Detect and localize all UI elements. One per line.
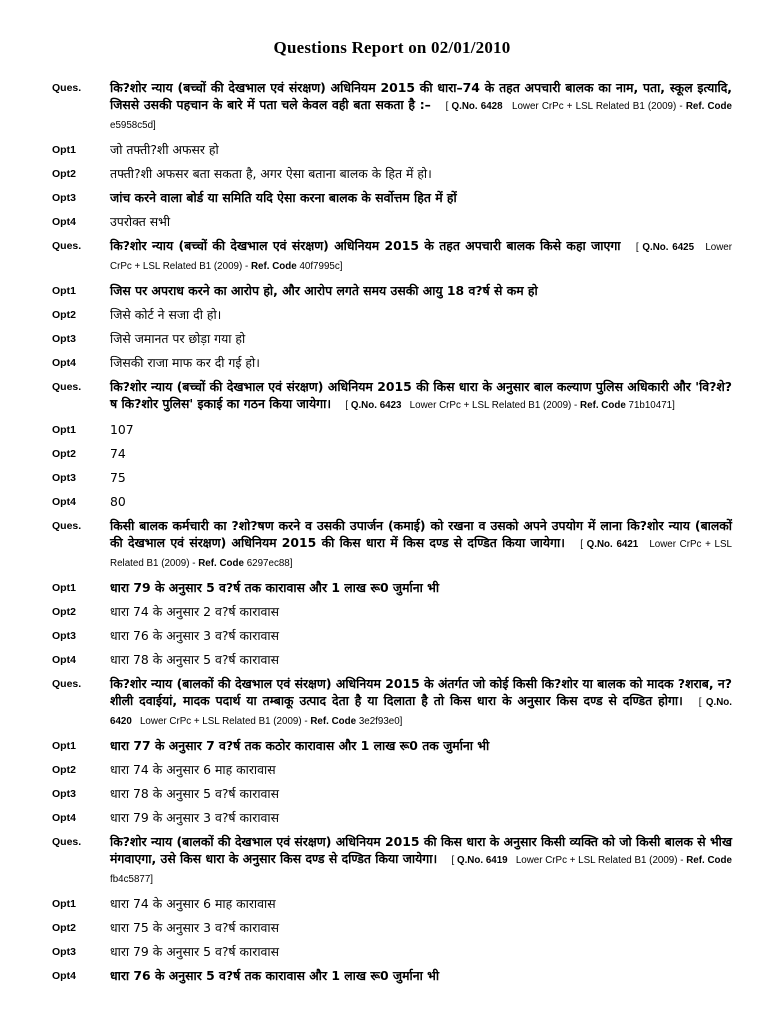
option-text: तफ्ती?शी अफसर बता सकता है, अगर ऐसा बताना बालक के हित में हो। [110, 166, 432, 181]
question-text [110, 237, 732, 275]
option-entry [52, 354, 732, 371]
qno-value: 6423 [379, 400, 402, 411]
option-text: 107 [110, 422, 134, 437]
option-label: Opt3 [52, 946, 76, 958]
question-entry [52, 237, 732, 275]
question-text [110, 675, 732, 730]
option-text: 80 [110, 494, 126, 509]
question-text [110, 833, 732, 888]
question-body: कि?शोर न्याय (बच्चों की देखभाल एवं संरक्षण) अधिनियम 2015 की किस धारा के अनुसार बाल कल्याण पुलिस अधिकारी और 'वि?शे?ष कि?शोर पुलिस' इकाई का गठन किया जायेगा। [110, 379, 732, 411]
option-label: Opt2 [52, 448, 76, 460]
question-body: कि?शोर न्याय (बच्चों की देखभाल एवं संरक्षण) अधिनियम 2015 के तहत अपचारी बालक किसे कहा जाएगा [110, 238, 621, 253]
option-entry [52, 651, 732, 668]
option-entry [52, 493, 732, 510]
category-text: Lower CrPc + LSL Related B1 (2009) [515, 855, 678, 866]
option-entry [52, 421, 732, 438]
option-label: Opt3 [52, 472, 76, 484]
ref-code-value: fb4c5877] [110, 874, 154, 885]
question-entry [52, 517, 732, 572]
option-entry [52, 943, 732, 960]
option-label: Opt3 [52, 333, 76, 345]
question-label: Ques. [52, 82, 82, 94]
category-text: Lower CrPc + LSL Related B1 (2009) [139, 716, 302, 727]
question-meta: [ Q.No. 6420 Lower CrPc + LSL Related B1 (2009) - Ref. Code 3e2f93e0] [110, 697, 732, 727]
qno-value: 6420 [110, 716, 132, 727]
option-text: धारा 78 के अनुसार 5 व?र्ष कारावास [110, 786, 280, 801]
option-entry [52, 330, 732, 347]
option-text: धारा 79 के अनुसार 5 व?र्ष तक कारावास और 1 लाख रू0 जुर्माना भी [110, 580, 440, 595]
option-entry [52, 919, 732, 936]
qno-label: Q.No. [456, 855, 484, 866]
qno-label: Q.No. [350, 400, 377, 411]
question-label: Ques. [52, 520, 82, 532]
option-entry [52, 141, 732, 158]
meta-open-bracket: [ [698, 697, 706, 708]
question-meta: [ Q.No. 6421 Lower CrPc + LSL Related B1 (2009) - Ref. Code 6297ec88] [110, 539, 732, 569]
question-list [52, 79, 732, 984]
option-entry [52, 761, 732, 778]
qno-label: Q.No. [451, 101, 478, 112]
meta-open-bracket: [ [451, 855, 457, 866]
option-entry [52, 579, 732, 596]
question-label: Ques. [52, 381, 82, 393]
option-entry [52, 306, 732, 323]
ref-code-label: Ref. Code [580, 400, 626, 411]
category-text: Lower CrPc + LSL Related B1 (2009) [512, 101, 677, 112]
option-text: धारा 76 के अनुसार 5 व?र्ष तक कारावास और 1 लाख रू0 जुर्माना भी [110, 968, 440, 983]
option-label: Opt1 [52, 144, 76, 156]
question-text [110, 378, 732, 414]
question-label: Ques. [52, 836, 82, 848]
question-meta: [ Q.No. 6428 Lower CrPc + LSL Related B1 (2009) - Ref. Code e5958c5d] [110, 101, 732, 131]
option-label: Opt4 [52, 216, 76, 228]
option-label: Opt4 [52, 812, 76, 824]
option-label: Opt2 [52, 168, 76, 180]
qno-label: Q.No. [586, 539, 613, 550]
qno-value: 6421 [616, 539, 639, 550]
option-text: जिस पर अपराध करने का आरोप हो, और आरोप लगते समय उसकी आयु 18 व?र्ष से कम हो [110, 283, 538, 298]
ref-code-value: 40f7995c] [299, 261, 343, 272]
option-entry [52, 282, 732, 299]
option-text: जिसे कोर्ट ने सजा दी हो। [110, 307, 222, 322]
ref-code-label: Ref. Code [310, 716, 357, 727]
question-text [110, 517, 732, 572]
option-text: जिसकी राजा माफ कर दी गई हो। [110, 355, 260, 370]
meta-open-bracket: [ [445, 101, 452, 112]
option-entry [52, 895, 732, 912]
question-entry [52, 833, 732, 888]
ref-code-value: e5958c5d] [110, 120, 156, 131]
option-text: धारा 78 के अनुसार 5 व?र्ष कारावास [110, 652, 280, 667]
category-text: Lower CrPc + LSL Related B1 (2009) [110, 242, 732, 272]
question-body: कि?शोर न्याय (बालकों की देखभाल एवं संरक्षण) अधिनियम 2015 के अंतर्गत जो कोई किसी कि?शोर या बालक को मादक ?शराब, न?शीली दवाईयां, मादक पदार्थ या तम्बाकू उत्पाद देता है या दिलाता है तो किस धारा के अनुसार किस दण्ड से दण्डित होगा। [110, 676, 732, 708]
meta-open-bracket: [ [345, 400, 351, 411]
option-entry [52, 213, 732, 230]
question-label: Ques. [52, 678, 82, 690]
qno-value: 6428 [480, 101, 503, 112]
option-text: धारा 74 के अनुसार 6 माह कारावास [110, 762, 276, 777]
meta-open-bracket: [ [580, 539, 587, 550]
meta-open-bracket: [ [635, 242, 643, 253]
question-entry [52, 79, 732, 134]
option-label: Opt1 [52, 582, 76, 594]
option-label: Opt3 [52, 192, 76, 204]
option-entry [52, 165, 732, 182]
option-text: 75 [110, 470, 126, 485]
option-text: जो तफ्ती?शी अफसर हो [110, 142, 219, 157]
option-label: Opt2 [52, 922, 76, 934]
option-text: 74 [110, 446, 126, 461]
question-body: कि?शोर न्याय (बालकों की देखभाल एवं संरक्षण) अधिनियम 2015 की किस धारा के अनुसार किसी व्यक्ति को जो किसी बालक से भीख मंगवाएगा, उसे किस धारा के अनुसार किस दण्ड से दण्डित किया जायेगा। [110, 834, 732, 866]
option-label: Opt3 [52, 788, 76, 800]
qno-label: Q.No. [705, 697, 732, 708]
option-label: Opt2 [52, 764, 76, 776]
qno-value: 6425 [672, 242, 695, 253]
qno-value: 6419 [485, 855, 508, 866]
ref-code-label: Ref. Code [686, 855, 732, 866]
question-meta: [ Q.No. 6419 Lower CrPc + LSL Related B1 (2009) - Ref. Code fb4c5877] [110, 855, 732, 885]
option-entry [52, 737, 732, 754]
option-text: धारा 75 के अनुसार 3 व?र्ष कारावास [110, 920, 280, 935]
ref-code-label: Ref. Code [250, 261, 297, 272]
option-label: Opt4 [52, 654, 76, 666]
ref-code-label: Ref. Code [685, 101, 732, 112]
option-label: Opt4 [52, 357, 76, 369]
question-meta: [ Q.No. 6423 Lower CrPc + LSL Related B1 (2009) - Ref. Code 71b10471] [345, 400, 675, 411]
option-label: Opt1 [52, 424, 76, 436]
option-text: धारा 74 के अनुसार 6 माह कारावास [110, 896, 276, 911]
ref-code-value: 71b10471] [628, 400, 675, 411]
option-label: Opt1 [52, 898, 76, 910]
question-entry [52, 378, 732, 414]
question-text [110, 79, 732, 134]
option-text: जांच करने वाला बोर्ड या समिति यदि ऐसा करना बालक के सर्वोत्तम हित में हों [110, 190, 457, 205]
option-label: Opt4 [52, 970, 76, 982]
ref-code-value: 3e2f93e0] [358, 716, 403, 727]
question-body: कि?शोर न्याय (बच्चों की देखभाल एवं संरक्षण) अधिनियम 2015 की धारा–74 के तहत अपचारी बालक का नाम, पता, स्कूल इत्यादि, जिससे उसकी पहचान के बारे में पता चले केवल वही बता सकता है :– [110, 80, 732, 112]
option-entry [52, 445, 732, 462]
option-label: Opt2 [52, 606, 76, 618]
question-meta: [ Q.No. 6425 Lower CrPc + LSL Related B1 (2009) - Ref. Code 40f7995c] [110, 242, 732, 272]
option-label: Opt3 [52, 630, 76, 642]
option-label: Opt1 [52, 285, 76, 297]
option-text: धारा 79 के अनुसार 3 व?र्ष कारावास [110, 810, 280, 825]
question-entry [52, 675, 732, 730]
category-text: Lower CrPc + LSL Related B1 (2009) [409, 400, 572, 411]
option-text: धारा 77 के अनुसार 7 व?र्ष तक कठोर कारावास और 1 लाख रू0 तक जुर्माना भी [110, 738, 490, 753]
question-body: किसी बालक कर्मचारी का ?शो?षण करने व उसकी उपार्जन (कमाई) को रखना व उसको अपने उपयोग में लाना कि?शोर न्याय (बालकों की देखभाल एवं संरक्षण) अधिनियम 2015 की किस धारा में किस दण्ड से दण्डित किया जायेगा। [110, 518, 732, 550]
category-text: Lower CrPc + LSL Related B1 (2009) [110, 539, 732, 569]
option-text: धारा 79 के अनुसार 5 व?र्ष कारावास [110, 944, 280, 959]
option-entry [52, 967, 732, 984]
option-entry [52, 469, 732, 486]
option-entry [52, 809, 732, 826]
option-text: जिसे जमानत पर छोड़ा गया हो [110, 331, 246, 346]
ref-code-label: Ref. Code [198, 558, 244, 569]
option-label: Opt1 [52, 740, 76, 752]
option-entry [52, 785, 732, 802]
option-entry [52, 189, 732, 206]
option-entry [52, 627, 732, 644]
option-text: धारा 74 के अनुसार 2 व?र्ष कारावास [110, 604, 280, 619]
ref-code-value: 6297ec88] [246, 558, 293, 569]
question-label: Ques. [52, 240, 82, 252]
page-title: Questions Report on 02/01/2010 [273, 38, 511, 57]
option-entry [52, 603, 732, 620]
option-text: धारा 76 के अनुसार 3 व?र्ष कारावास [110, 628, 280, 643]
qno-label: Q.No. [642, 242, 669, 253]
option-label: Opt2 [52, 309, 76, 321]
option-label: Opt4 [52, 496, 76, 508]
option-text: उपरोक्त सभी [110, 214, 171, 229]
